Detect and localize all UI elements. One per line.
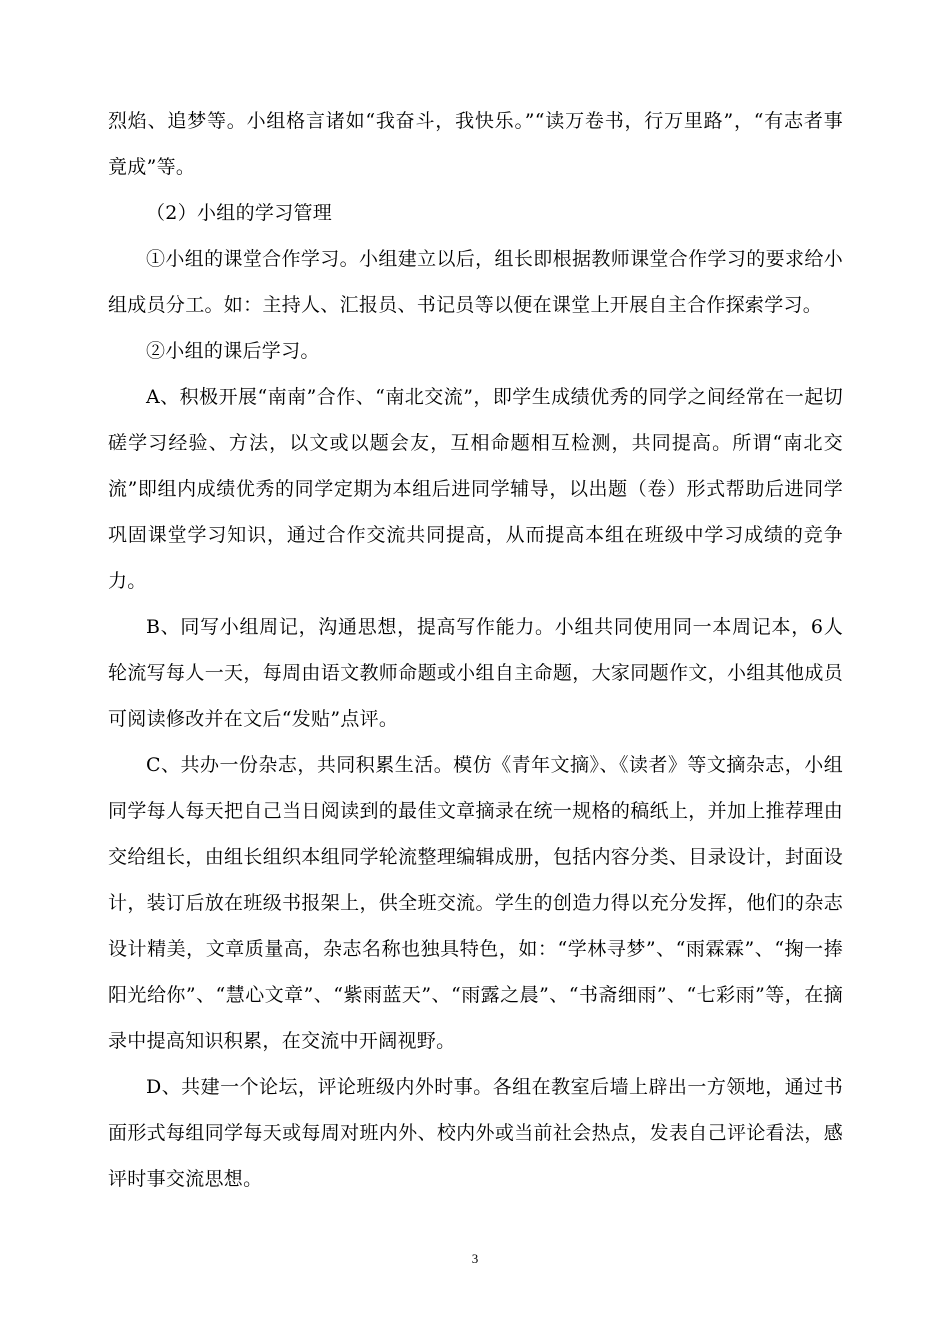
section-heading: （2）小组的学习管理 <box>146 202 333 224</box>
paragraph-continuation: 烈焰、追梦等。小组格言诸如“我奋斗，我快乐。”“读万卷书，行万里路”，“有志者事竟成”等。 <box>108 110 843 178</box>
paragraph-after-class-heading: ②小组的课后学习。 <box>146 340 320 362</box>
page-number: 3 <box>471 1251 479 1266</box>
paragraph-item-d: D、共建一个论坛，评论班级内外时事。各组在教室后墙上辟出一方领地，通过书面形式每组同学每天或每周对班内外、校内外或当前社会热点，发表自己评论看法，感评时事交流思想。 <box>108 1076 843 1190</box>
paragraph-item-a: A、积极开展“南南”合作、“南北交流”，即学生成绩优秀的同学之间经常在一起切磋学习经验、方法，以文或以题会友，互相命题相互检测，共同提高。所谓“南北交流”即组内成绩优秀的同学定期为本组后进同学辅导，以出题（卷）形式帮助后进同学巩固课堂学习知识，通过合作交流共同提高，从而提高本组在班级中学习成绩的竞争力。 <box>108 386 843 592</box>
paragraph-classroom-cooperation: ①小组的课堂合作学习。小组建立以后，组长即根据教师课堂合作学习的要求给小组成员分工。如：主持人、汇报员、书记员等以便在课堂上开展自主合作探索学习。 <box>108 248 843 316</box>
paragraph-item-b: B、同写小组周记，沟通思想，提高写作能力。小组共同使用同一本周记本，6人轮流写每人一天，每周由语文教师命题或小组自主命题，大家同题作文，小组其他成员可阅读修改并在文后“发贴”点评。 <box>108 616 843 730</box>
body-text <box>108 98 843 1202</box>
paragraph-item-c: C、共办一份杂志，共同积累生活。模仿《青年文摘》、《读者》等文摘杂志，小组同学每人每天把自己当日阅读到的最佳文章摘录在统一规格的稿纸上，并加上推荐理由交给组长，由组长组织本组同学轮流整理编辑成册，包括内容分类、目录设计，封面设计，装订后放在班级书报架上，供全班交流。学生的创造力得以充分发挥，他们的杂志设计精美，文章质量高，杂志名称也独具特色，如：“学林寻梦”、“雨霖霖”、“掬一捧阳光给你”、“慧心文章”、“紫雨蓝天”、“雨露之晨”、“书斋细雨”、“七彩雨”等，在摘录中提高知识积累，在交流中开阔视野。 <box>108 754 843 1052</box>
